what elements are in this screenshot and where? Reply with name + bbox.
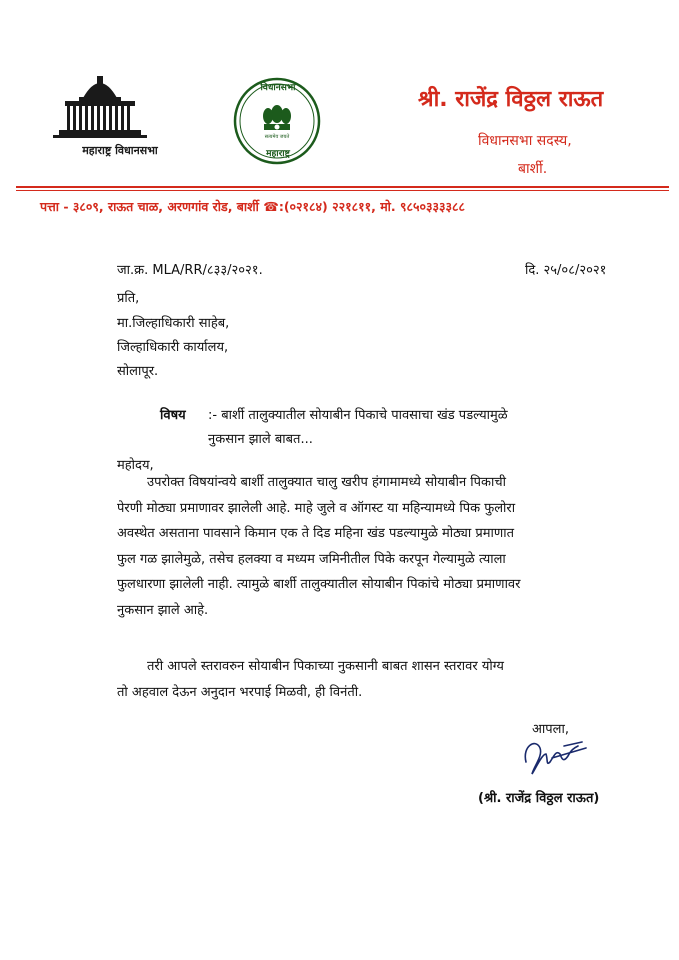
paragraph-line: फुलधारणा झालेली नाही. त्यामुळे बार्शी तालुक्यातील सोयाबीन पिकांचे मोठ्या प्रमाणावर <box>117 577 521 592</box>
paragraph-line: नुकसान झाले आहे. <box>117 602 209 618</box>
body-paragraph-2 <box>117 654 657 705</box>
closing: आपला, <box>532 722 569 737</box>
recipient-line: मा.जिल्हाधिकारी साहेब, <box>117 316 230 331</box>
reference-number: जा.क्र. MLA/RR/८३३/२०२१. <box>117 263 263 278</box>
mla-name: श्री. राजेंद्र विठ्ठल राऊत <box>418 87 604 112</box>
subject-label: विषय <box>160 408 186 423</box>
address-line: पत्ता - ३८०९, राऊत चाळ, अरणगांव रोड, बार्शी ☎:(०२१८४) २२१८११, मो. ९८५०३३३३८८ <box>40 199 466 214</box>
recipient-line: प्रति, <box>117 291 140 306</box>
paragraph-line: फुल गळ झालेमुळे, तसेच हलक्या व मध्यम जमिनीतील पिके करपून गेल्यामुळे त्याला <box>117 551 506 567</box>
mla-place: बार्शी. <box>518 161 548 177</box>
header-divider-thin <box>16 190 669 191</box>
seal-top-text: विधानसभा <box>260 83 296 93</box>
subject-line: नुकसान झाले बाबत... <box>208 432 313 447</box>
paragraph-line: अवस्थेत असताना पावसाने किमान एक ते दिड महिना खंड पडल्यामुळे मोठ्या प्रमाणात <box>117 526 515 541</box>
letter-date: दि. २५/०८/२०२१ <box>525 263 607 278</box>
recipient-line: जिल्हाधिकारी कार्यालय, <box>117 340 229 355</box>
salutation: महोदय, <box>117 458 154 473</box>
subject-line: :- बार्शी तालुक्यातील सोयाबीन पिकाचे पावसाचा खंड पडल्यामुळे <box>208 408 508 423</box>
paragraph-line: तरी आपले स्तरावरुन सोयाबीन पिकाच्या नुकसानी बाबत शासन स्तरावर योग्य <box>147 659 504 674</box>
header-divider <box>16 186 669 188</box>
mla-role: विधानसभा सदस्य, <box>478 133 572 149</box>
paragraph-line: उपरोक्त विषयांन्वये बार्शी तालुक्यात चालु खरीप हंगामामध्ये सोयाबीन पिकाची <box>147 475 507 490</box>
recipient-line: सोलापूर. <box>117 364 159 379</box>
handwritten-signature <box>516 732 592 780</box>
body-paragraph-1 <box>117 470 657 623</box>
paragraph-line: पेरणी मोठ्या प्रमाणावर झालेली आहे. माहे जुले व ऑगस्ट या महिन्यामध्ये पिक फुलोरा <box>117 500 516 516</box>
seal-motto: सत्यमेव जयते <box>264 134 290 140</box>
seal-bottom-text: महाराष्ट्र <box>266 149 290 159</box>
signatory-name: (श्री. राजेंद्र विठ्ठल राऊत) <box>478 791 600 806</box>
vidhan-logo-caption: महाराष्ट्र विधानसभा <box>82 144 158 157</box>
paragraph-line: तो अहवाल देऊन अनुदान भरपाई मिळवी, ही विनंती. <box>117 684 363 700</box>
